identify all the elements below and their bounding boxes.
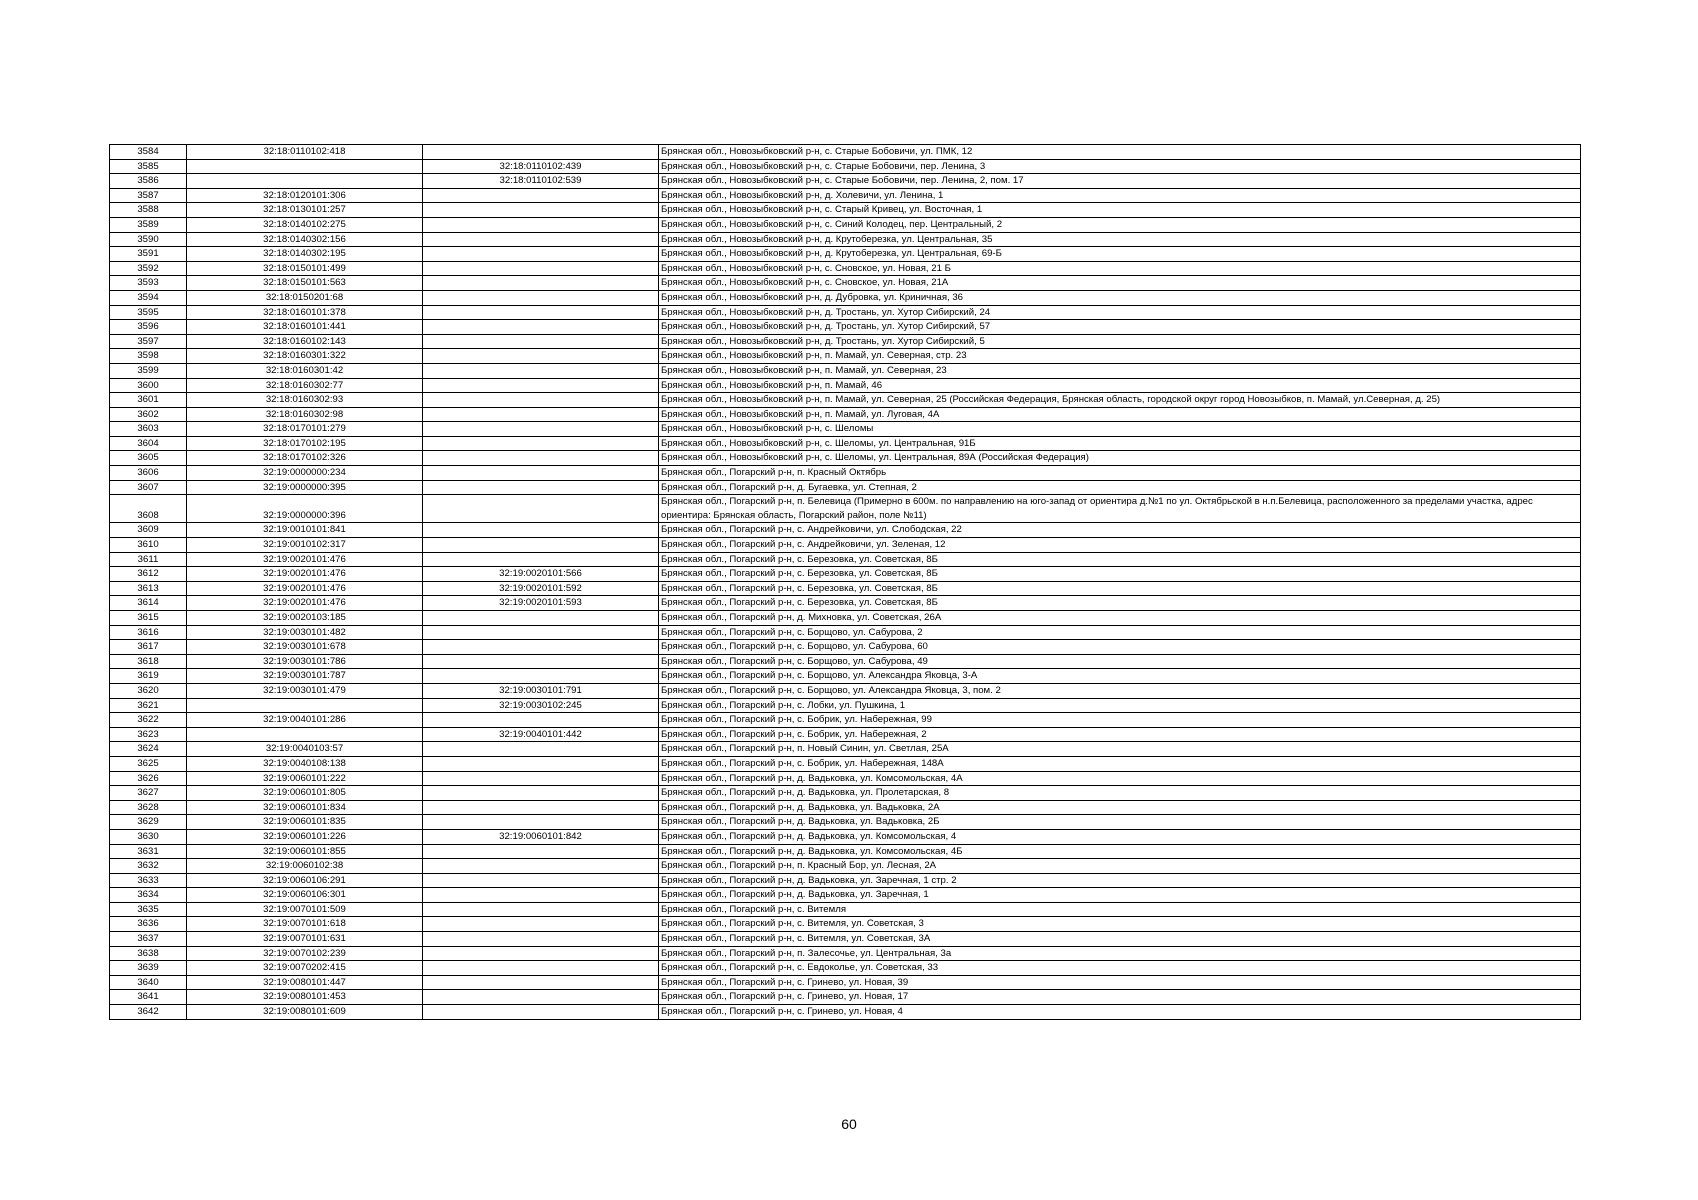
cadastral-number-parcel-cell: 32:18:0160101:441 [187,320,423,335]
row-number-cell: 3637 [110,932,187,947]
row-number-cell: 3623 [110,727,187,742]
cadastral-number-parcel-cell [187,727,423,742]
address-cell: Брянская обл., Новозыбковский р-н, д. Крутоберезка, ул. Центральная, 35 [659,232,1581,247]
table-row [110,800,1581,815]
cadastral-number-object-cell [423,669,659,684]
row-number-cell: 3597 [110,334,187,349]
cadastral-number-parcel-cell: 32:19:0020101:476 [187,596,423,611]
cadastral-number-object-cell [423,888,659,903]
address-cell: Брянская обл., Погарский р-н, д. Вадьковка, ул. Пролетарская, 8 [659,786,1581,801]
address-cell: Брянская обл., Погарский р-н, с. Гринево, ул. Новая, 4 [659,1005,1581,1020]
table-row [110,829,1581,844]
row-number-cell: 3635 [110,902,187,917]
row-number-cell: 3616 [110,625,187,640]
cadastral-number-object-cell [423,451,659,466]
cadastral-number-object-cell: 32:19:0020101:592 [423,581,659,596]
table-row [110,961,1581,976]
cadastral-number-object-cell [423,393,659,408]
address-cell: Брянская обл., Погарский р-н, с. Лобки, ул. Пушкина, 1 [659,698,1581,713]
cadastral-number-parcel-cell: 32:19:0030101:678 [187,640,423,655]
address-cell: Брянская обл., Новозыбковский р-н, с. Старый Кривец, ул. Восточная, 1 [659,203,1581,218]
row-number-cell: 3638 [110,946,187,961]
row-number-cell: 3631 [110,844,187,859]
table-row [110,466,1581,481]
address-cell: Брянская обл., Новозыбковский р-н, д. Дубровка, ул. Криничная, 36 [659,290,1581,305]
table-row [110,393,1581,408]
cadastral-number-parcel-cell: 32:18:0150201:68 [187,290,423,305]
table-row [110,422,1581,437]
row-number-cell: 3614 [110,596,187,611]
table-row [110,727,1581,742]
address-cell: Брянская обл., Новозыбковский р-н, с. Шеломы, ул. Центральная, 91Б [659,436,1581,451]
address-cell: Брянская обл., Погарский р-н, с. Витемля, ул. Советская, 3А [659,932,1581,947]
table-row [110,320,1581,335]
cadastral-number-object-cell [423,145,659,160]
table-row [110,203,1581,218]
row-number-cell: 3593 [110,276,187,291]
cadastral-number-parcel-cell [187,159,423,174]
table-row [110,669,1581,684]
cadastral-number-object-cell [423,654,659,669]
row-number-cell: 3604 [110,436,187,451]
row-number-cell: 3632 [110,859,187,874]
cadastral-number-object-cell [423,290,659,305]
cadastral-number-object-cell [423,859,659,874]
table-row [110,581,1581,596]
cadastral-number-parcel-cell: 32:18:0160302:93 [187,393,423,408]
address-cell: Брянская обл., Погарский р-н, п. Залесочье, ул. Центральная, 3а [659,946,1581,961]
cadastral-number-parcel-cell: 32:18:0150101:563 [187,276,423,291]
cadastral-number-object-cell [423,552,659,567]
cadastral-number-parcel-cell: 32:19:0040101:286 [187,713,423,728]
address-cell: Брянская обл., Погарский р-н, с. Березовка, ул. Советская, 8Б [659,567,1581,582]
cadastral-number-parcel-cell: 32:18:0150101:499 [187,261,423,276]
row-number-cell: 3595 [110,305,187,320]
address-cell: Брянская обл., Погарский р-н, д. Вадьковка, ул. Заречная, 1 [659,888,1581,903]
address-cell: Брянская обл., Новозыбковский р-н, с. Шеломы, ул. Центральная, 89А (Российская Федерация) [659,451,1581,466]
cadastral-number-object-cell: 32:19:0020101:566 [423,567,659,582]
row-number-cell: 3589 [110,217,187,232]
address-cell: Брянская обл., Погарский р-н, с. Андрейковичи, ул. Зеленая, 12 [659,538,1581,553]
cadastral-number-parcel-cell: 32:19:0060101:834 [187,800,423,815]
row-number-cell: 3620 [110,683,187,698]
row-number-cell: 3603 [110,422,187,437]
address-cell: Брянская обл., Новозыбковский р-н, с. Синий Колодец, пер. Центральный, 2 [659,217,1581,232]
address-cell: Брянская обл., Новозыбковский р-н, д. Тростань, ул. Хутор Сибирский, 57 [659,320,1581,335]
row-number-cell: 3642 [110,1005,187,1020]
table-row [110,902,1581,917]
table-row [110,975,1581,990]
cadastral-number-object-cell [423,873,659,888]
cadastral-number-parcel-cell: 32:18:0160301:322 [187,349,423,364]
row-number-cell: 3608 [110,495,187,523]
address-cell: Брянская обл., Новозыбковский р-н, п. Мамай, 46 [659,378,1581,393]
cadastral-number-object-cell [423,188,659,203]
address-cell: Брянская обл., Погарский р-н, д. Михновка, ул. Советская, 26А [659,611,1581,626]
cadastral-number-object-cell [423,713,659,728]
cadastral-number-object-cell [423,640,659,655]
cadastral-number-parcel-cell: 32:19:0070102:239 [187,946,423,961]
cadastral-number-parcel-cell: 32:19:0080101:609 [187,1005,423,1020]
cadastral-number-parcel-cell: 32:18:0160102:143 [187,334,423,349]
cadastral-number-object-cell [423,261,659,276]
table-row [110,815,1581,830]
cadastral-number-parcel-cell: 32:19:0080101:453 [187,990,423,1005]
row-number-cell: 3636 [110,917,187,932]
cadastral-number-object-cell [423,407,659,422]
cadastral-number-parcel-cell: 32:19:0010101:841 [187,523,423,538]
cadastral-number-object-cell [423,902,659,917]
cadastral-number-parcel-cell: 32:19:0000000:396 [187,495,423,523]
address-cell: Брянская обл., Новозыбковский р-н, п. Мамай, ул. Северная, 23 [659,363,1581,378]
cadastral-number-object-cell: 32:19:0040101:442 [423,727,659,742]
row-number-cell: 3600 [110,378,187,393]
table-body [110,145,1581,1020]
table-row [110,159,1581,174]
cadastral-number-object-cell [423,946,659,961]
address-cell: Брянская обл., Новозыбковский р-н, с. Шеломы [659,422,1581,437]
table-row [110,552,1581,567]
table-row [110,611,1581,626]
table-row [110,232,1581,247]
table-row [110,859,1581,874]
address-cell: Брянская обл., Новозыбковский р-н, п. Мамай, ул. Северная, стр. 23 [659,349,1581,364]
row-number-cell: 3622 [110,713,187,728]
address-cell: Брянская обл., Погарский р-н, с. Бобрик, ул. Набережная, 148А [659,756,1581,771]
cadastral-number-parcel-cell: 32:19:0030101:787 [187,669,423,684]
address-cell: Брянская обл., Новозыбковский р-н, с. Старые Бобовичи, ул. ПМК, 12 [659,145,1581,160]
cadastral-number-parcel-cell: 32:18:0160101:378 [187,305,423,320]
address-cell: Брянская обл., Новозыбковский р-н, д. Холевичи, ул. Ленина, 1 [659,188,1581,203]
row-number-cell: 3585 [110,159,187,174]
cadastral-number-parcel-cell: 32:19:0040103:57 [187,742,423,757]
cadastral-number-object-cell [423,436,659,451]
table-row [110,786,1581,801]
table-row [110,1005,1581,1020]
table-row [110,888,1581,903]
cadastral-number-object-cell [423,961,659,976]
row-number-cell: 3605 [110,451,187,466]
row-number-cell: 3613 [110,581,187,596]
table-row [110,742,1581,757]
address-cell: Брянская обл., Погарский р-н, д. Вадьковка, ул. Комсомольская, 4Б [659,844,1581,859]
cadastral-number-object-cell: 32:19:0030102:245 [423,698,659,713]
row-number-cell: 3618 [110,654,187,669]
cadastral-number-object-cell [423,363,659,378]
table-row [110,683,1581,698]
address-cell: Брянская обл., Погарский р-н, д. Вадьковка, ул. Комсомольская, 4А [659,771,1581,786]
row-number-cell: 3592 [110,261,187,276]
address-cell: Брянская обл., Погарский р-н, п. Белевица (Примерно в 600м. по направлению на юго-запад от ориентира д.№1 по ул. Октябрьской в н.п.Белевица, расположенного за пределами участка, адрес ориентира: Брянская область, Погарский район, поле №11) [659,495,1581,523]
address-cell: Брянская обл., Погарский р-н, с. Борщово, ул. Александра Яковца, 3-А [659,669,1581,684]
cadastral-number-object-cell [423,975,659,990]
table-row [110,188,1581,203]
address-cell: Брянская обл., Погарский р-н, с. Бобрик, ул. Набережная, 99 [659,713,1581,728]
cadastral-number-object-cell [423,305,659,320]
address-cell: Брянская обл., Погарский р-н, д. Вадьковка, ул. Заречная, 1 стр. 2 [659,873,1581,888]
cadastral-number-object-cell: 32:19:0020101:593 [423,596,659,611]
cadastral-number-parcel-cell: 32:18:0170102:195 [187,436,423,451]
address-cell: Брянская обл., Новозыбковский р-н, с. Старые Бобовичи, пер. Ленина, 3 [659,159,1581,174]
address-cell: Брянская обл., Погарский р-н, с. Борщово, ул. Сабурова, 49 [659,654,1581,669]
table-row [110,217,1581,232]
table-row [110,990,1581,1005]
cadastral-number-object-cell [423,276,659,291]
address-cell: Брянская обл., Новозыбковский р-н, с. Сновское, ул. Новая, 21А [659,276,1581,291]
address-cell: Брянская обл., Погарский р-н, с. Борщово, ул. Александра Яковца, 3, пом. 2 [659,683,1581,698]
address-cell: Брянская обл., Погарский р-н, с. Гринево, ул. Новая, 17 [659,990,1581,1005]
cadastral-number-parcel-cell: 32:18:0130101:257 [187,203,423,218]
cadastral-number-object-cell [423,232,659,247]
cadastral-number-object-cell [423,786,659,801]
table-row [110,407,1581,422]
address-cell: Брянская обл., Погарский р-н, с. Витемля [659,902,1581,917]
cadastral-number-parcel-cell: 32:19:0020101:476 [187,581,423,596]
address-cell: Брянская обл., Погарский р-н, п. Новый Синин, ул. Светлая, 25А [659,742,1581,757]
address-cell: Брянская обл., Новозыбковский р-н, д. Тростань, ул. Хутор Сибирский, 24 [659,305,1581,320]
address-cell: Брянская обл., Погарский р-н, с. Евдоколье, ул. Советская, 33 [659,961,1581,976]
table-row [110,495,1581,523]
cadastral-number-object-cell [423,495,659,523]
table-row [110,305,1581,320]
cadastral-number-object-cell [423,320,659,335]
address-cell: Брянская обл., Погарский р-н, с. Березовка, ул. Советская, 8Б [659,596,1581,611]
cadastral-number-object-cell [423,844,659,859]
cadastral-number-parcel-cell: 32:19:0070202:415 [187,961,423,976]
cadastral-number-parcel-cell: 32:18:0110102:418 [187,145,423,160]
cadastral-number-object-cell [423,378,659,393]
address-cell: Брянская обл., Погарский р-н, с. Березовка, ул. Советская, 8Б [659,581,1581,596]
cadastral-number-parcel-cell: 32:19:0020101:476 [187,552,423,567]
cadastral-number-parcel-cell: 32:19:0080101:447 [187,975,423,990]
table-row [110,698,1581,713]
cadastral-number-parcel-cell: 32:18:0140302:156 [187,232,423,247]
row-number-cell: 3588 [110,203,187,218]
address-cell: Брянская обл., Погарский р-н, с. Борщово, ул. Сабурова, 60 [659,640,1581,655]
row-number-cell: 3591 [110,247,187,262]
cadastral-number-parcel-cell: 32:19:0030101:786 [187,654,423,669]
table-row [110,713,1581,728]
row-number-cell: 3628 [110,800,187,815]
row-number-cell: 3607 [110,480,187,495]
cadastral-number-object-cell [423,917,659,932]
row-number-cell: 3619 [110,669,187,684]
cadastral-number-parcel-cell [187,174,423,189]
table-row [110,261,1581,276]
table-row [110,480,1581,495]
address-cell: Брянская обл., Погарский р-н, с. Борщово, ул. Сабурова, 2 [659,625,1581,640]
table-row [110,596,1581,611]
table-row [110,174,1581,189]
cadastral-number-parcel-cell: 32:19:0030101:479 [187,683,423,698]
row-number-cell: 3590 [110,232,187,247]
row-number-cell: 3634 [110,888,187,903]
address-cell: Брянская обл., Погарский р-н, с. Бобрик, ул. Набережная, 2 [659,727,1581,742]
table-row [110,873,1581,888]
cadastral-number-object-cell [423,466,659,481]
address-cell: Брянская обл., Погарский р-н, п. Красный Октябрь [659,466,1581,481]
row-number-cell: 3615 [110,611,187,626]
cadastral-number-parcel-cell: 32:19:0060101:805 [187,786,423,801]
row-number-cell: 3625 [110,756,187,771]
cadastral-number-parcel-cell: 32:19:0060101:222 [187,771,423,786]
row-number-cell: 3624 [110,742,187,757]
cadastral-number-object-cell [423,349,659,364]
cadastral-number-object-cell [423,742,659,757]
cadastral-number-object-cell [423,217,659,232]
cadastral-number-parcel-cell: 32:18:0170101:279 [187,422,423,437]
address-cell: Брянская обл., Погарский р-н, д. Вадьковка, ул. Вадьковка, 2Б [659,815,1581,830]
table-row [110,451,1581,466]
cadastral-number-object-cell [423,422,659,437]
row-number-cell: 3612 [110,567,187,582]
row-number-cell: 3629 [110,815,187,830]
address-cell: Брянская обл., Погарский р-н, с. Андрейковичи, ул. Слободская, 22 [659,523,1581,538]
cadastral-number-parcel-cell: 32:19:0010102:317 [187,538,423,553]
table-row [110,363,1581,378]
row-number-cell: 3609 [110,523,187,538]
row-number-cell: 3584 [110,145,187,160]
cadastral-number-parcel-cell: 32:19:0060101:226 [187,829,423,844]
cadastral-number-parcel-cell: 32:18:0160301:42 [187,363,423,378]
row-number-cell: 3601 [110,393,187,408]
address-cell: Брянская обл., Погарский р-н, с. Витемля, ул. Советская, 3 [659,917,1581,932]
table-row [110,378,1581,393]
row-number-cell: 3641 [110,990,187,1005]
cadastral-number-object-cell: 32:18:0110102:439 [423,159,659,174]
row-number-cell: 3602 [110,407,187,422]
table-row [110,917,1581,932]
cadastral-number-object-cell [423,1005,659,1020]
property-table [109,144,1581,1020]
table-row [110,145,1581,160]
row-number-cell: 3633 [110,873,187,888]
cadastral-number-object-cell [423,932,659,947]
cadastral-number-parcel-cell: 32:19:0030101:482 [187,625,423,640]
table-row [110,276,1581,291]
cadastral-number-object-cell [423,756,659,771]
table-row [110,625,1581,640]
address-cell: Брянская обл., Погарский р-н, д. Вадьковка, ул. Вадьковка, 2А [659,800,1581,815]
table-row [110,946,1581,961]
cadastral-number-object-cell [423,815,659,830]
address-cell: Брянская обл., Новозыбковский р-н, д. Крутоберезка, ул. Центральная, 69-Б [659,247,1581,262]
cadastral-number-object-cell: 32:18:0110102:539 [423,174,659,189]
cadastral-number-object-cell [423,625,659,640]
cadastral-number-parcel-cell [187,698,423,713]
row-number-cell: 3587 [110,188,187,203]
cadastral-number-parcel-cell: 32:19:0070101:509 [187,902,423,917]
row-number-cell: 3610 [110,538,187,553]
cadastral-number-object-cell [423,203,659,218]
address-cell: Брянская обл., Погарский р-н, д. Вадьковка, ул. Комсомольская, 4 [659,829,1581,844]
address-cell: Брянская обл., Новозыбковский р-н, с. Старые Бобовичи, пер. Ленина, 2, пом. 17 [659,174,1581,189]
address-cell: Брянская обл., Погарский р-н, д. Бугаевка, ул. Степная, 2 [659,480,1581,495]
row-number-cell: 3586 [110,174,187,189]
cadastral-number-object-cell [423,334,659,349]
cadastral-number-parcel-cell: 32:19:0060106:301 [187,888,423,903]
cadastral-number-parcel-cell: 32:19:0060106:291 [187,873,423,888]
cadastral-number-parcel-cell: 32:18:0160302:77 [187,378,423,393]
table-row [110,523,1581,538]
row-number-cell: 3598 [110,349,187,364]
cadastral-number-object-cell [423,538,659,553]
row-number-cell: 3611 [110,552,187,567]
page-number: 60 [841,1116,857,1132]
row-number-cell: 3626 [110,771,187,786]
address-cell: Брянская обл., Новозыбковский р-н, с. Сновское, ул. Новая, 21 Б [659,261,1581,276]
cadastral-number-object-cell [423,611,659,626]
address-cell: Брянская обл., Погарский р-н, п. Красный Бор, ул. Лесная, 2А [659,859,1581,874]
table-row [110,436,1581,451]
cadastral-number-object-cell: 32:19:0030101:791 [423,683,659,698]
cadastral-number-parcel-cell: 32:18:0140102:275 [187,217,423,232]
cadastral-number-parcel-cell: 32:19:0020103:185 [187,611,423,626]
table-row [110,538,1581,553]
table-row [110,640,1581,655]
cadastral-number-parcel-cell: 32:19:0060101:855 [187,844,423,859]
row-number-cell: 3606 [110,466,187,481]
address-cell: Брянская обл., Погарский р-н, с. Гринево, ул. Новая, 39 [659,975,1581,990]
cadastral-number-parcel-cell: 32:19:0000000:234 [187,466,423,481]
row-number-cell: 3627 [110,786,187,801]
address-cell: Брянская обл., Новозыбковский р-н, п. Мамай, ул. Луговая, 4А [659,407,1581,422]
row-number-cell: 3630 [110,829,187,844]
cadastral-number-parcel-cell: 32:18:0170102:326 [187,451,423,466]
cadastral-number-object-cell [423,523,659,538]
table-row [110,771,1581,786]
row-number-cell: 3617 [110,640,187,655]
table-row [110,756,1581,771]
row-number-cell: 3594 [110,290,187,305]
cadastral-number-parcel-cell: 32:18:0160302:98 [187,407,423,422]
row-number-cell: 3640 [110,975,187,990]
cadastral-number-parcel-cell: 32:19:0020101:476 [187,567,423,582]
address-cell: Брянская обл., Погарский р-н, с. Березовка, ул. Советская, 8Б [659,552,1581,567]
cadastral-number-object-cell [423,990,659,1005]
table-row [110,247,1581,262]
cadastral-number-object-cell [423,480,659,495]
cadastral-number-parcel-cell: 32:18:0140302:195 [187,247,423,262]
cadastral-number-parcel-cell: 32:18:0120101:306 [187,188,423,203]
table-row [110,334,1581,349]
cadastral-number-parcel-cell: 32:19:0000000:395 [187,480,423,495]
cadastral-number-parcel-cell: 32:19:0070101:618 [187,917,423,932]
cadastral-number-object-cell: 32:19:0060101:842 [423,829,659,844]
cadastral-number-object-cell [423,247,659,262]
address-cell: Брянская обл., Новозыбковский р-н, п. Мамай, ул. Северная, 25 (Российская Федерация, Брянская область, городской округ город Новозыбков, п. Мамай, ул.Северная, д. 25) [659,393,1581,408]
table-row [110,290,1581,305]
table-row [110,567,1581,582]
cadastral-number-parcel-cell: 32:19:0060101:835 [187,815,423,830]
cadastral-number-object-cell [423,771,659,786]
row-number-cell: 3596 [110,320,187,335]
table-row [110,844,1581,859]
table-row [110,349,1581,364]
table-row [110,932,1581,947]
cadastral-number-parcel-cell: 32:19:0040108:138 [187,756,423,771]
cadastral-number-parcel-cell: 32:19:0070101:631 [187,932,423,947]
address-cell: Брянская обл., Новозыбковский р-н, д. Тростань, ул. Хутор Сибирский, 5 [659,334,1581,349]
cadastral-number-object-cell [423,800,659,815]
row-number-cell: 3639 [110,961,187,976]
cadastral-number-parcel-cell: 32:19:0060102:38 [187,859,423,874]
table-row [110,654,1581,669]
row-number-cell: 3621 [110,698,187,713]
row-number-cell: 3599 [110,363,187,378]
